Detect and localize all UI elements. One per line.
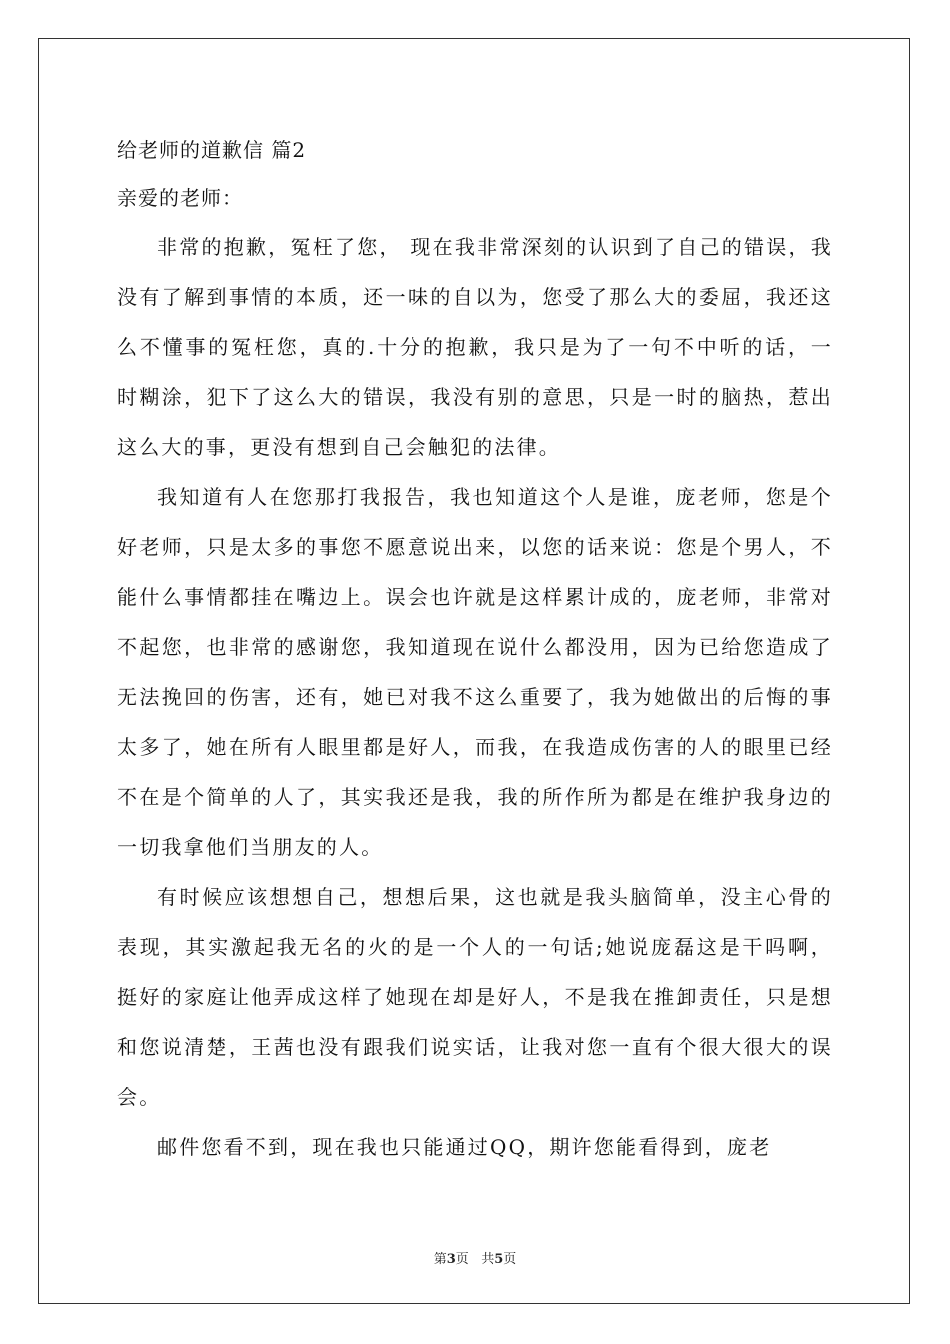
paragraph-2: 我知道有人在您那打我报告，我也知道这个人是谁，庞老师，您是个好老师，只是太多的事您不愿意说出来，以您的话来说：您是个男人，不能什么事情都挂在嘴边上。误会也许就是这样累计成的，庞老师，非常对不起您，也非常的感谢您，我知道现在说什么都没用，因为已给您造成了无法挽回的伤害，还有，她已对我不这么重要了，我为她做出的后悔的事太多了，她在所有人眼里都是好人，而我，在我造成伤害的人的眼里已经不在是个简单的人了，其实我还是我，我的所作所为都是在维护我身边的一切我拿他们当朋友的人。 — [117, 485, 833, 859]
salutation: 亲爱的老师： — [117, 186, 243, 210]
document-body — [117, 126, 833, 1172]
footer-prefix: 第 — [433, 1252, 447, 1267]
paragraph-3: 有时候应该想想自己，想想后果，这也就是我头脑简单，没主心骨的表现，其实激起我无名的火的是一个人的一句话;她说庞磊这是干吗啊，挺好的家庭让他弄成这样了她现在却是好人，不是我在推卸责任，只是想和您说清楚，王茜也没有跟我们说实话，让我对您一直有个很大很大的误会。 — [117, 885, 833, 1109]
page-footer — [0, 1248, 950, 1267]
document-title: 给老师的道歉信 篇2 — [117, 138, 307, 162]
current-page-number: 3 — [446, 1252, 456, 1267]
paragraph-1: 非常的抱歉，冤枉了您， 现在我非常深刻的认识到了自己的错误，我没有了解到事情的本质，还一味的自以为，您受了那么大的委屈，我还这么不懂事的冤枉您，真的.十分的抱歉，我只是为了一句不中听的话，一时糊涂，犯下了这么大的错误，我没有别的意思，只是一时的脑热，惹出这么大的事，更没有想到自己会触犯的法律。 — [117, 235, 833, 459]
total-page-number: 5 — [494, 1252, 504, 1267]
footer-suffix: 页 — [503, 1252, 517, 1267]
footer-mid: 页 共 — [455, 1252, 495, 1267]
paragraph-4: 邮件您看不到，现在我也只能通过QQ，期许您能看得到，庞老 — [157, 1135, 772, 1159]
